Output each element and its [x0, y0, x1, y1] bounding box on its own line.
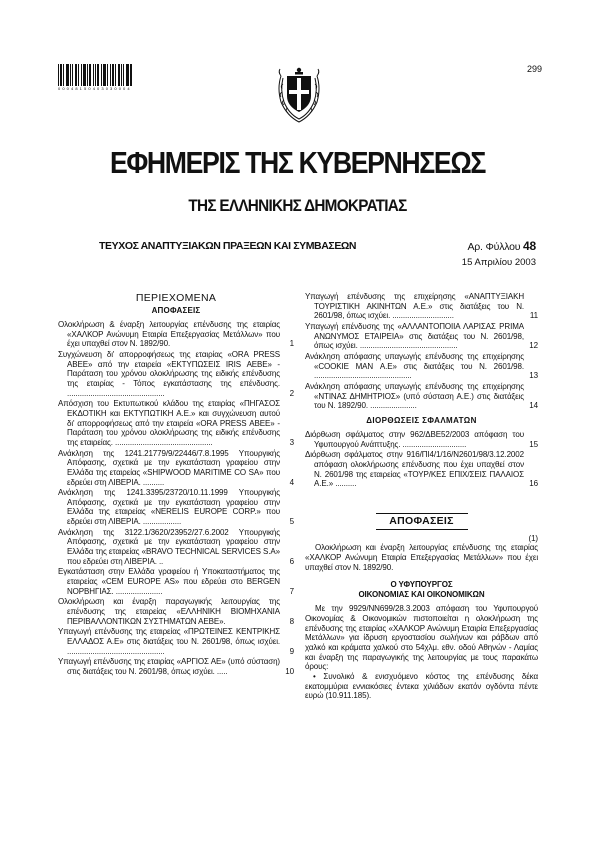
contents-entry — [58, 597, 294, 626]
contents-entry — [58, 627, 294, 656]
contents-entry-text: Ολοκλήρωση & έναρξη λειτουργίας επένδυσης της εταιρίας «ΧΑΛΚΟΡ Ανώνυμη Εταιρία Επεξεργασίας Μετάλλων» που έχει υπαχθεί στον Ν. 1892/90. — [58, 320, 280, 349]
gazette-subtitle: ΤΗΣ ΕΛΛΗΝΙΚΗΣ ΔΗΜΟΚΡΑΤΙΑΣ — [188, 196, 407, 215]
contents-list-left — [58, 320, 294, 677]
contents-entry — [58, 488, 294, 527]
contents-entry-text: Υπαγωγή επένδυσης της εταιρείας «ΠΡΩΤΕΙΝΕΣ ΚΕΝΤΡΙΚΗΣ ΕΛΛΑΔΟΣ Α.Ε» στις διατάξεις του Ν. 2601/98, όπως ισχύει. .............................................. — [58, 627, 280, 656]
contents-entry — [58, 449, 294, 488]
contents-entry-text: Υπαγωγή επένδυσης της εταιρίας «ΑΡΓΙΟΣ ΑΕ» (υπό σύσταση) στις διατάξεις του Ν. 2601/98, όπως ισχύει. ..... — [58, 657, 280, 676]
contents-list-right — [305, 292, 538, 411]
contents-section-heading: ΑΠΟΦΑΣΕΙΣ — [151, 306, 201, 315]
contents-entry — [58, 399, 294, 447]
decision-number: (1) — [528, 533, 538, 543]
contents-entry-page: 2 — [289, 388, 294, 398]
barcode-icon — [58, 64, 132, 86]
contents-entry — [58, 320, 294, 349]
contents-entry-text: Απόσχιση του Εκτυπωτικού κλάδου της εταιρίας «ΠΗΓΑΣΟΣ ΕΚΔΟΤΙΚΗ και ΕΚΤΥΠΩΤΙΚΗ Α.Ε.» και συγχώνευση αυτού δι' απορροφήσεως από την εταιρεία «ORA PRESS ΑΒΕΕ» - Παράταση του χρόνου ολοκλήρωσης της ειδικής επένδυσης της εταιρείας. .............................................. — [58, 399, 280, 447]
coat-of-arms-icon — [275, 66, 323, 124]
contents-entry-text: Ανάκληση της 3122.1/3620/23952/27.6.2002 Υπουργικής Απόφασης, σχετικά με την εγκατάσταση γραφείου στην Ελλάδα της εταιρείας «BRAVO TECHNICAL SERVICES S.A» που εδρεύει στη ΛΙΒΕΡΙΑ. .. — [58, 527, 280, 566]
contents-entry-text: Ανάκληση απόφασης υπαγωγής επένδυσης της επιχείρησης «ΝΤΙΝΑΣ ΔΗΜΗΤΡΙΟΣ» (υπό σύσταση Α.Ε.) στις διατάξεις του Ν. 1892/90. ...................... — [305, 381, 524, 411]
contents-entry — [305, 430, 538, 449]
contents-entry — [305, 352, 538, 381]
contents-heading: ΠΕΡΙΕΧΟΜΕΝΑ — [135, 292, 217, 304]
contents-entry — [58, 657, 294, 676]
corrections-heading: ΔΙΟΡΘΩΣΕΙΣ ΣΦΑΛΜΑΤΩΝ — [366, 415, 477, 425]
contents-entry-page: 3 — [289, 437, 294, 447]
ministry-heading-line2: ΟΙΚΟΝΟΜΙΑΣ ΚΑΙ ΟΙΚΟΝΟΜΙΚΩΝ — [358, 590, 485, 600]
contents-entry-text: Διόρθωση σφάλματος στην 962/ΔΒΕ52/2003 απόφαση του Υφυπουργού Ανάπτυξης. .............................. — [305, 429, 524, 449]
contents-entry-page: 15 — [529, 439, 538, 449]
issue-type: ΤΕΥΧΟΣ ΑΝΑΠΤΥΞΙΑΚΩΝ ΠΡΑΞΕΩΝ ΚΑΙ ΣΥΜΒΑΣΕΩΝ — [99, 240, 357, 252]
decision-body: Με την 9929/ΝΝ699/28.3.2003 απόφαση του Υφυπουργού Οικονομίας & Οικονομικών πιστοποιείται η ολοκλήρωση της επένδυσης της εταιρίας «ΧΑΛΚΟΡ Ανώνυμη Εταιρία Επεξεργασίας Μετάλλων» για ίδρυση εργοστασίου σωλήνων και ράβδων από χαλκό και κράματα χαλκού στο 54χλμ. εθν. οδού Αθηνών - Λαμίας και έναρξη της παραγωγικής της λειτουργίας με τους παρακάτω όρους: — [305, 604, 538, 672]
page-number: 299 — [526, 64, 542, 74]
sheet-number: 48 — [523, 239, 536, 253]
contents-column-right — [305, 292, 538, 701]
sheet-label: Αρ. Φύλλου — [467, 241, 521, 253]
contents-entry-text: Υπαγωγή επένδυσης της «ΑΛΛΑΝΤΟΠΟΙΙΑ ΛΑΡΙΣΑΣ PRIMA ΑΝΩΝΥΜΟΣ ΕΤΑΙΡΕΙΑ» στις διατάξεις του Ν. 2601/98, όπως ισχύει. .............................................. — [305, 321, 524, 351]
contents-entry-text: Ανάκληση της 1241.3395/23720/10.11.1999 Υπουργικής Απόφασης, σχετικά με την εγκατάσταση γραφείου στην Ελλάδα της εταιρείας «NERELIS EUROPE CORP.» που εδρεύει στη ΛΙΒΕΡΙΑ. .................. — [58, 488, 280, 527]
contents-entry — [58, 528, 294, 567]
contents-entry-text: Υπαγωγή επένδυσης της επιχείρησης «ΑΝΑΠΤΥΞΙΑΚΗ ΤΟΥΡΙΣΤΙΚΗ ΑΚΙΝΗΤΩΝ Α.Ε.» στις διατάξεις του Ν. 2601/98, όπως ισχύει. ............................. — [305, 292, 524, 321]
contents-entry-text: Ανάκληση απόφασης υπαγωγής επένδυσης της επιχείρησης «COOKIE MAN Α.Ε» στις διατάξεις του Ν. 2601/98. .............................................. — [305, 351, 524, 381]
ministry-heading-line1: Ο ΥΦΥΠΟΥΡΓΟΣ — [390, 580, 453, 590]
contents-entry-page: 4 — [289, 477, 294, 487]
contents-entry — [58, 567, 294, 596]
corrections-list — [305, 430, 538, 489]
contents-entry-text: Διόρθωση σφάλματος στην 916/ΠΙ4/1/16/Ν2601/98/3.12.2002 απόφαση ολοκλήρωσης επένδυσης που έχει υπαχθεί στον Ν. 2601/98 της εταιρείας «ΤΟΥΡ/ΚΕΣ ΕΠΙΧ/ΣΕΙΣ ΠΑΛΑΙΟΣ Α.Ε.» .......... — [305, 450, 524, 489]
decision-bullet: • Συνολικό & ενισχυόμενο κόστος της επένδυσης δέκα εκατομμύρια εννιακόσιες έντεκα χιλιάδων εκατόν ογδόντα πέντε ευρώ (10.911.185). — [305, 672, 538, 701]
gazette-title: ΕΦΗΜΕΡΙΣ ΤΗΣ ΚΥΒΕΡΝΗΣΕΩΣ — [110, 145, 485, 180]
contents-entry-page: 5 — [289, 517, 294, 527]
contents-entry-page: 7 — [289, 586, 294, 596]
contents-entry — [305, 450, 538, 489]
issue-date: 15 Απριλίου 2003 — [461, 257, 536, 268]
contents-entry-text: Συγχώνευση δι' απορροφήσεως της εταιρίας «ORA PRESS ΑΒΕΕ» από την εταιρεία «ΕΚΤΥΠΩΣΕΙΣ IRIS ΑΕΒΕ» - Παράταση του χρόνου ολοκλήρωσης της ειδικής επένδυσης της εταιρίας - Τόπος εγκατάστασης της επένδυσης. .............................................. — [58, 349, 280, 398]
contents-entry-text: Ολοκλήρωση και έναρξη παραγωγικής λειτουργίας της επένδυσης της εταιρείας «ΕΛΛΗΝΙΚΗ ΒΙΟΜΗΧΑΝΙΑ ΠΕΡΙΒΑΛΛΟΝΤΙΚΩΝ ΣΥΣΤΗΜΑΤΩΝ ΑΕΒΕ». — [58, 597, 280, 626]
contents-entry-page: 11 — [529, 311, 538, 321]
contents-entry-page: 10 — [285, 666, 294, 676]
contents-entry — [58, 350, 294, 398]
contents-entry-page: 16 — [529, 479, 538, 489]
decisions-heading: ΑΠΟΦΑΣΕΙΣ — [376, 513, 468, 530]
contents-entry-page: 8 — [289, 616, 294, 626]
decision-title: Ολοκλήρωση και έναρξη λειτουργίας επένδυσης της εταιρίας «ΧΑΛΚΟΡ Ανώνυμη Εταιρία Επεξεργασίας Μετάλλων» που έχει υπαχθεί στον Ν. 1892/90. — [305, 543, 538, 572]
contents-entry-page: 9 — [289, 646, 294, 656]
contents-entry-page: 1 — [289, 339, 294, 349]
contents-entry-page: 12 — [529, 341, 538, 351]
contents-entry-page: 14 — [529, 401, 538, 411]
contents-entry — [305, 322, 538, 351]
contents-entry-page: 13 — [529, 371, 538, 381]
contents-entry-page: 6 — [289, 556, 294, 566]
contents-entry-text: Εγκατάσταση στην Ελλάδα γραφείου ή Υποκαταστήματος της εταιρείας «CEM EUROPE AS» που εδρεύει στο BERGEN ΝΟΡΒΗΓΙΑΣ. ...................... — [58, 567, 280, 596]
contents-entry — [305, 292, 538, 321]
barcode-number: 0 0 0 4 8 1 5 0 4 0 3 0 3 0 0 0 4 — [58, 86, 131, 91]
contents-entry — [305, 382, 538, 411]
sheet-number-label — [444, 239, 536, 253]
contents-column-left — [58, 292, 294, 678]
contents-entry-text: Ανάκληση της 1241.21779/9/22446/7.8.1995 Υπουργικής Απόφασης, σχετικά με την εγκατάσταση γραφείου στην Ελλάδα της εταιρείας «SHIPWOOD MARITIME CO SA» που εδρεύει στη ΛΙΒΕΡΙΑ. .......... — [58, 448, 280, 487]
